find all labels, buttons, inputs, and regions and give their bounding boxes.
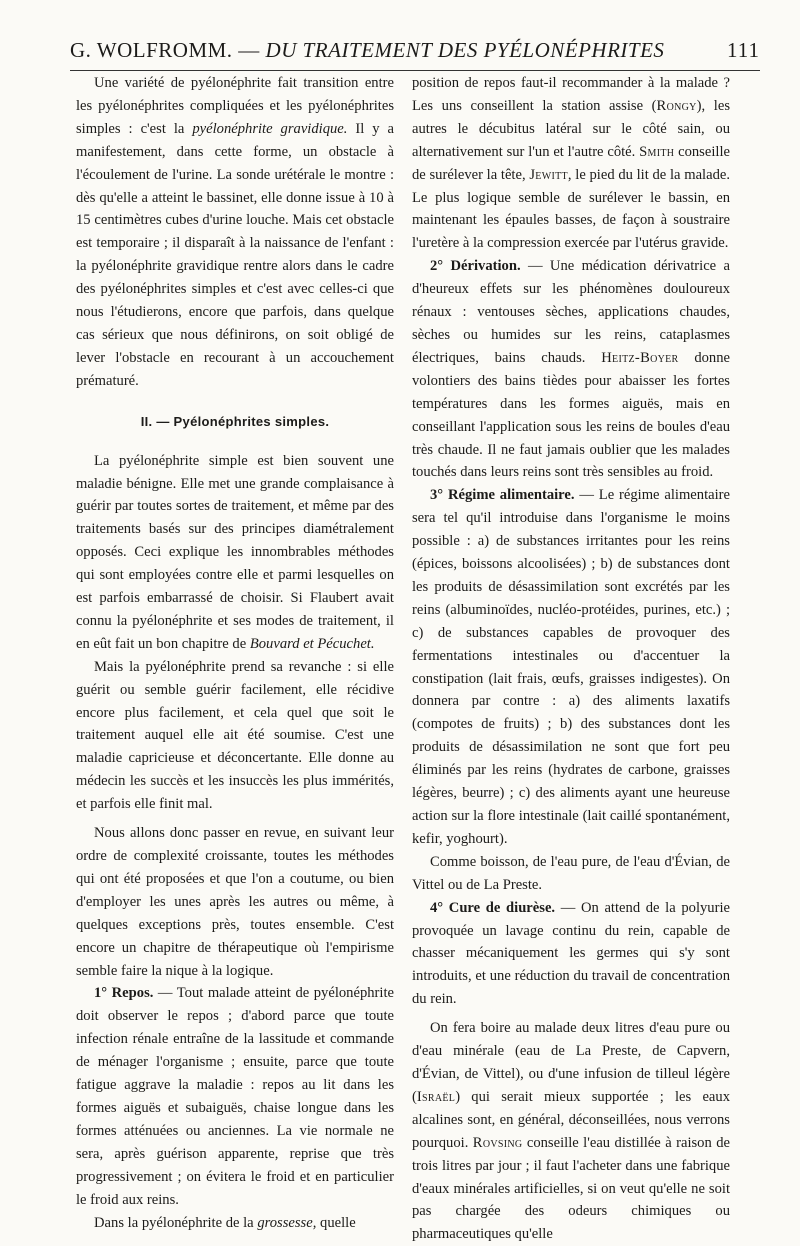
paragraph: Mais la pyélonéphrite prend sa revanche : si elle guérit ou semble guérir facilement, elle récidive encore plus facilement, et cela quel que soit le traitement auquel elle ait été soumise. C'est une maladie capricieuse et déconcertante. Elle donne au médecin les succès et les insuccès les plus immérités, et parfois elle finit mal. [76,658,394,813]
header-title: DU TRAITEMENT DES PYÉLONÉPHRITES [265,38,665,62]
paragraph: 2° Dérivation. — Une médication dérivatrice a d'heureux effets sur les phénomènes douloureux rénaux : ventouses sèches, applications chaudes, sèches ou humides sur les reins, cataplasmes électriques, bains chauds. Heitz-Boyer donne volontiers des bains tièdes pour abaisser les fortes températures dans les formes aiguës, mais en conseillant l'application sous les reins de boules d'eau très chaude. Il ne faut jamais oublier que les malades touchés dans leurs reins sont très sensibles au froid. [412,258,730,481]
section-heading: II. — Pyélonéphrites simples. [140,413,330,429]
author-name: Rovsing [472,1134,523,1151]
subsection-title: 2° Dérivation. [430,258,521,275]
running-header [70,36,760,71]
author-name: Heitz-Boyer [601,349,679,366]
paragraph: La pyélonéphrite simple est bien souvent une maladie bénigne. Elle met une grande complaisance à guérir par toutes sortes de traitement, et même par des traitements basés sur des principes diamétralement opposés. Ceci explique les innombrables méthodes qui sont employées contre elle et parmi lesquelles on est parfois embarrassé de choisir. Si Flaubert avait connu la pyélonéphrite et ses modes de traitement, il en eût fait un bon chapitre de Bouvard et Pécuchet. [76,452,394,652]
page-number: 111 [727,38,760,62]
paragraph: On fera boire au malade deux litres d'eau pure ou d'eau minérale (eau de La Preste, de Capvern, d'Évian, de Vittel), ou d'une infusion de tilleul légère (Israël) qui serait mieux supportée ; les eaux alcalines sont, en général, déconseillées, nous verrons pourquoi. Rovsing conseille l'eau distillée à raison de trois litres par jour ; il faut l'acheter dans une fabrique d'eaux minérales artificielles, si on veut qu'elle ne soit pas chargée des odeurs chimiques ou pharmaceutiques qu'elle [412,1020,730,1243]
right-column [412,72,730,1246]
subsection-title: 4° Cure de diurèse. [430,899,556,916]
header-author: G. WOLFROMM. — [70,38,266,62]
author-name: Smith [639,143,675,160]
author-name: Rongy [656,97,697,114]
subsection-title: 1° Repos. [94,985,154,1002]
left-column [76,72,394,1234]
paragraph: position de repos faut-il recommander à la malade ? Les uns conseillent la station assise (Rongy), les autres le décubitus latéral sur le côté sain, ou alternativement sur l'un et l'autre côté. Smith conseille de surélever la tête, Jewitt, le pied du lit de la malade. Le plus logique semble de surélever le bassin, en maintenant les épaules basses, de façon à soustraire l'uretère à la compression exercée par l'utérus gravide. [412,75,730,252]
paragraph: Dans la pyélonéphrite de la grossesse, quelle [94,1214,356,1231]
running-title [70,38,664,63]
paragraph: Comme boisson, de l'eau pure, de l'eau d'Évian, de Vittel ou de La Preste. [412,853,730,893]
paragraph: Une variété de pyélonéphrite fait transition entre les pyélonéphrites compliquées et les pyélonéphrites simples : c'est la pyélonéphrite gravidique. Il y a manifestement, dans cette forme, un obstacle à l'écoulement de l'urine. La sonde urétérale le montre : dès qu'elle a atteint le bassinet, elle donne issue à 10 à 15 centimètres cubes d'urine louche. Mais cet obstacle est temporaire ; il disparaît à la naissance de l'enfant : la pyélonéphrite gravidique rentre alors dans le cadre des pyélonéphrites simples et c'est avec celles-ci que nous l'étudierons, encore que parfois, dans quelque cas sérieux que nous définirons, on soit obligé de lever l'obstacle en recourant à un accouchement prématuré. [76,75,394,389]
paragraph: 3° Régime alimentaire. — Le régime alimentaire sera tel qu'il introduise dans l'organisme le moins possible : a) de substances irritantes pour les reins (épices, boissons alcoolisées) ; b) de substances dont les produits de désassimilation sont excrétés par les reins (albuminoïdes, nucléo-protéides, purines, etc.) ; c) de substances capables de provoquer des fermentations intestinales ou d'accentuer la constipation (lait frais, œufs, graisses indigestes). On donnera par contre : a) des aliments laxatifs (compotes de fruits) ; b) des substances dont les produits de désassimilation ne sont que fort peu éliminés par les reins (hydrates de carbone, graisses légères, beurre) ; c) des aliments ayant une heureuse action sur la flore intestinale (lait caillé spontanément, kefir, yoghourt). [412,487,730,847]
subsection-title: 3° Régime alimentaire. [430,487,575,504]
author-name: Israël [416,1088,456,1105]
author-name: Jewitt [529,166,568,183]
paragraph: 1° Repos. — Tout malade atteint de pyélonéphrite doit observer le repos ; d'abord parce que toute infection rénale entraîne de la lassitude et commande de ménager l'organisme ; ensuite, parce que toute fatigue aggrave la maladie : repos au lit dans les formes aiguës et subaiguës, chaise longue dans les formes atténuées ou anciennes. La vie normale ne sera, après guérison apparente, reprise que très progressivement ; on évitera le froid et en particulier le froid aux reins. [76,985,394,1208]
paragraph: Nous allons donc passer en revue, en suivant leur ordre de complexité croissante, toutes les méthodes qui ont été proposées et que l'on a coutume, ou bien d'employer les unes après les autres ou même, à quelques exceptions près, toutes ensemble. C'est encore un chapitre de thérapeutique où l'empirisme semble faire la nique à la logique. [76,825,394,979]
paragraph: 4° Cure de diurèse. — On attend de la polyurie provoquée un lavage continu du rein, capable de chasser mécaniquement les germes qui s'y sont introduits, et une réduction du travail de concentration du rein. [412,899,730,1008]
